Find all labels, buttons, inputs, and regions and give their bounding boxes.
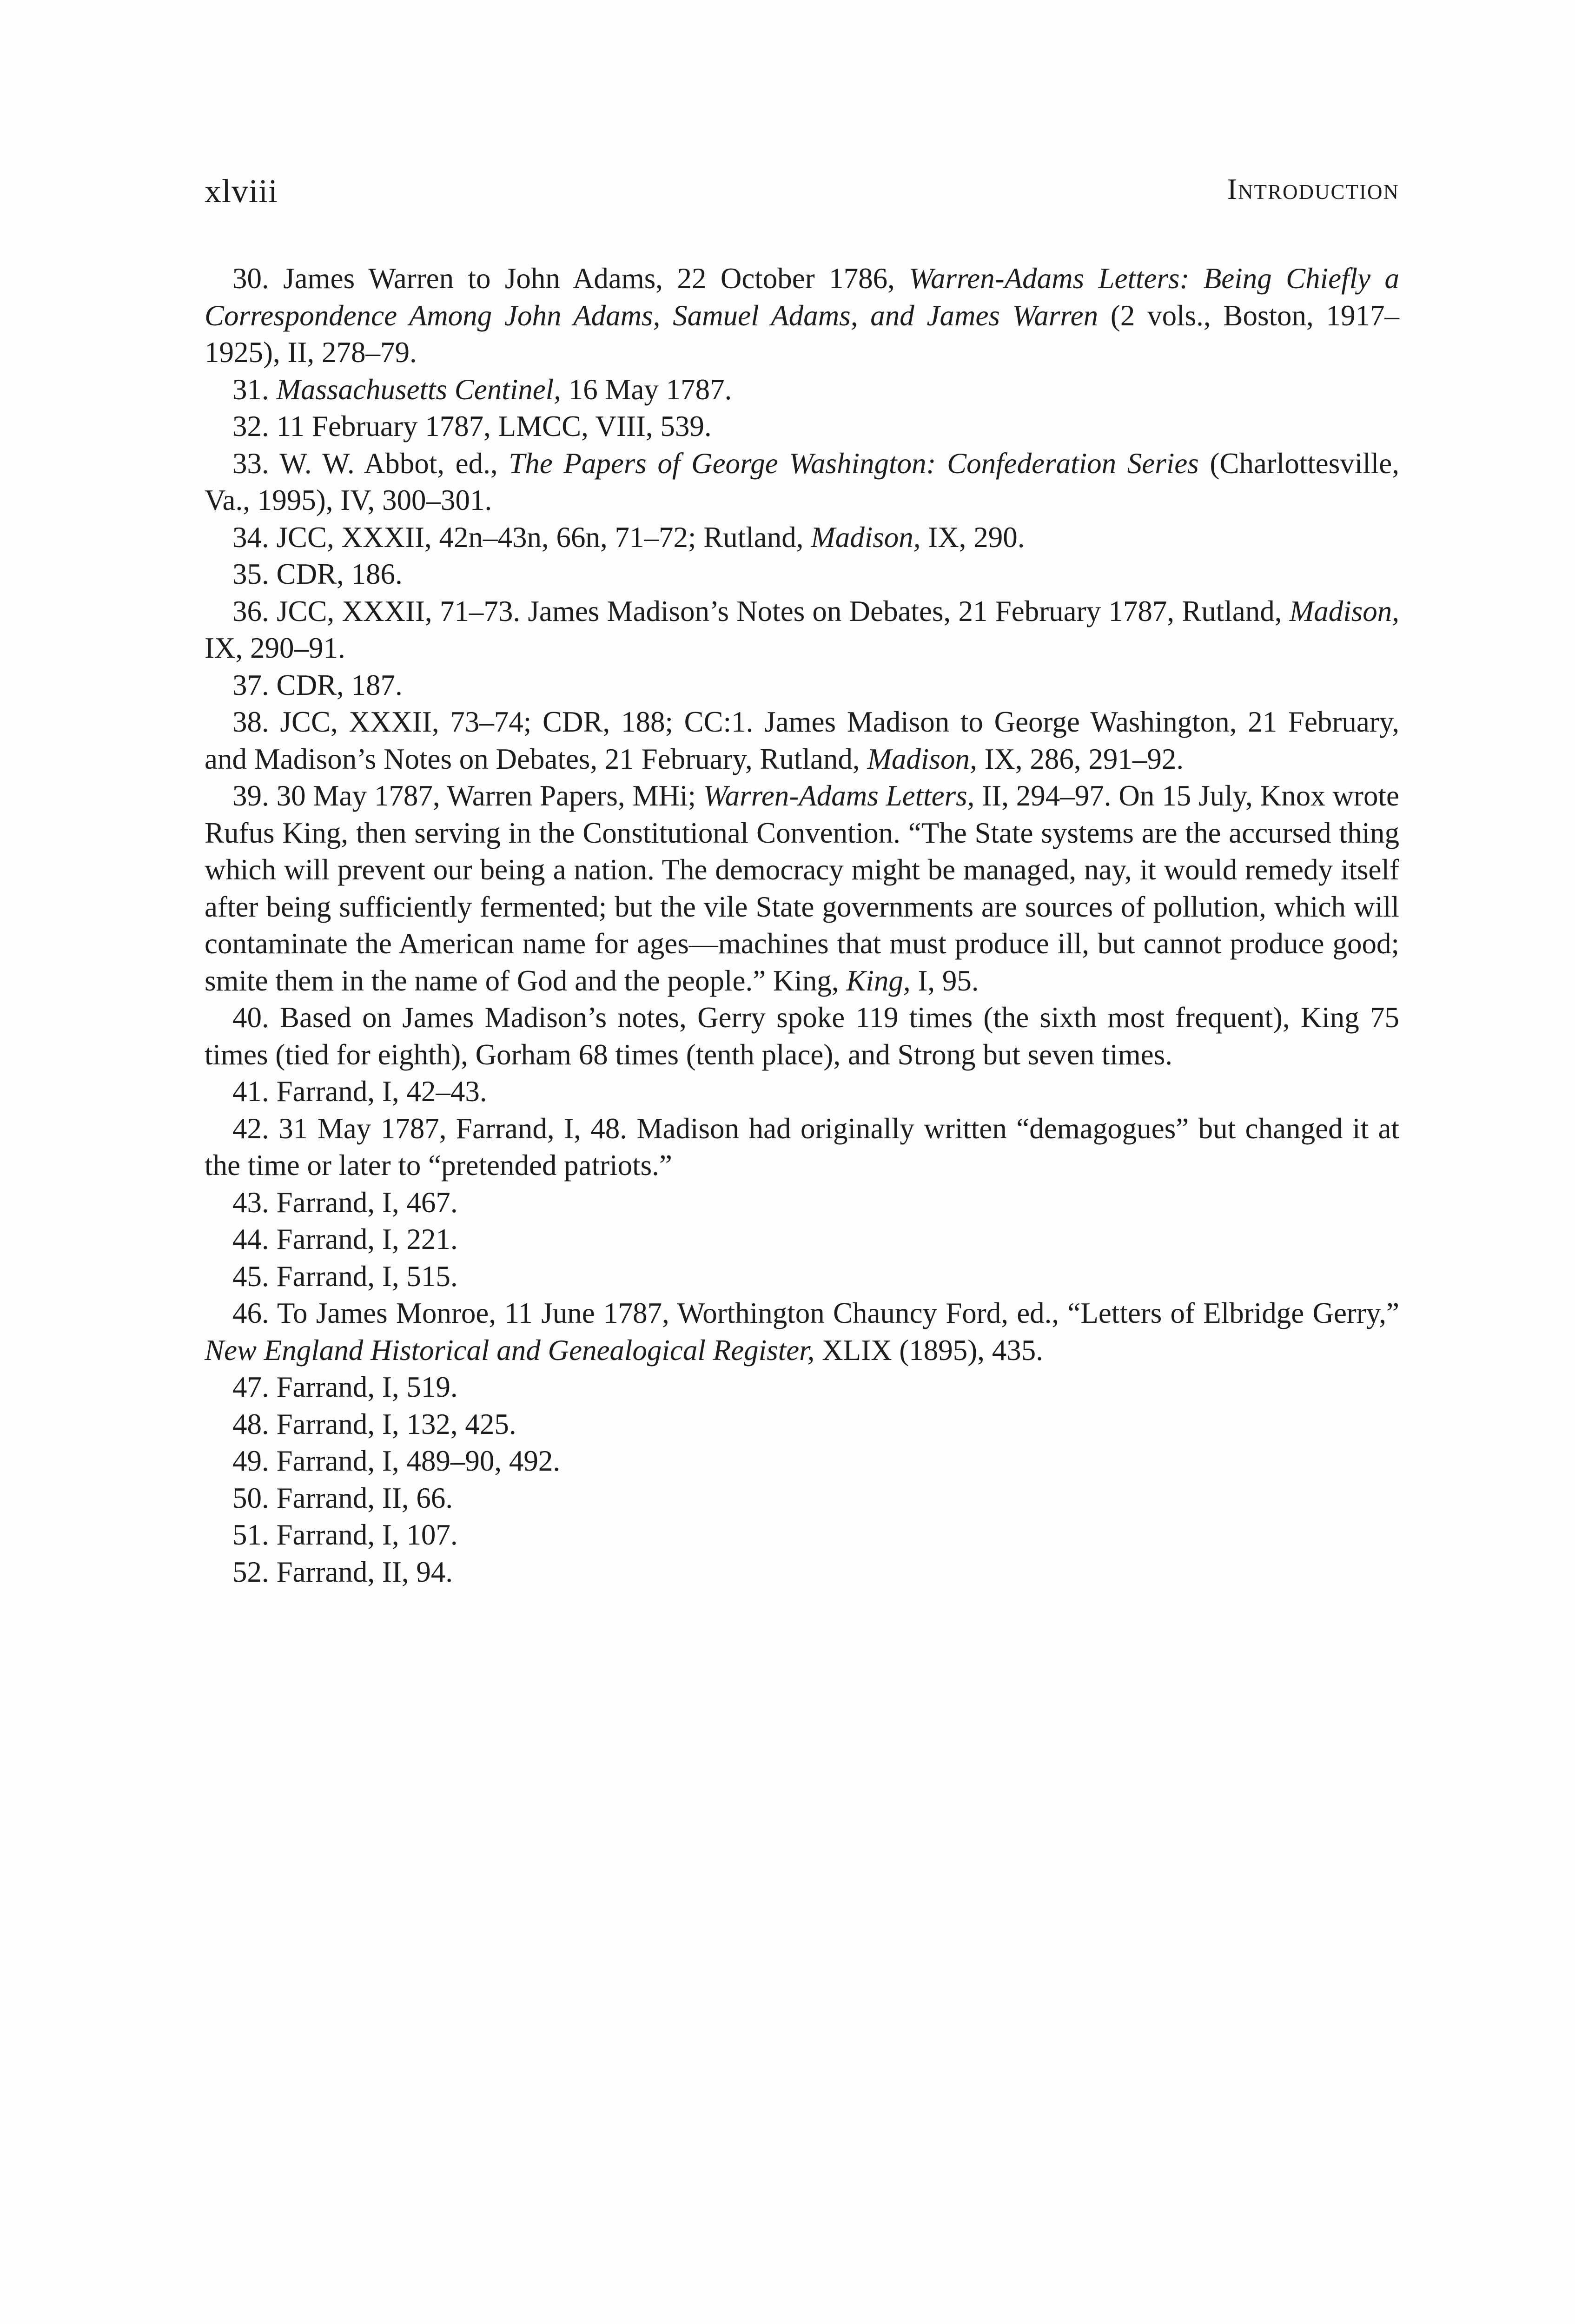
endnote-33 — [205, 445, 1399, 519]
endnote-35 — [205, 556, 1399, 593]
endnote-italic-text: Warren-Adams Letters: Being Chiefly a Correspondence Among John Adams, Samuel Adams, and James Warren — [205, 262, 1399, 332]
endnote-52 — [205, 1554, 1399, 1591]
endnote-text: 49. Farrand, I, 489–90, 492. — [232, 1445, 561, 1477]
endnote-36 — [205, 593, 1399, 667]
endnote-41 — [205, 1073, 1399, 1110]
endnote-50 — [205, 1480, 1399, 1517]
endnote-34 — [205, 519, 1399, 556]
endnote-43 — [205, 1184, 1399, 1221]
endnote-text: 45. Farrand, I, 515. — [232, 1260, 458, 1293]
endnote-text: 46. To James Monroe, 11 June 1787, Worthington Chauncy Ford, ed., “Letters of Elbridge Gerry,” — [232, 1297, 1399, 1329]
endnote-italic-text: King, — [846, 964, 911, 997]
endnotes-list — [205, 260, 1399, 1591]
endnote-38 — [205, 704, 1399, 778]
endnote-49 — [205, 1443, 1399, 1480]
endnote-italic-text: New England Historical and Genealogical Register, — [205, 1334, 815, 1367]
endnote-italic-text: Madison, — [867, 742, 977, 775]
endnote-text: 43. Farrand, I, 467. — [232, 1186, 458, 1219]
page-number: xlviii — [205, 172, 278, 210]
endnote-text: 41. Farrand, I, 42–43. — [232, 1075, 487, 1108]
endnote-text: 35. CDR, 186. — [232, 558, 403, 590]
endnote-39 — [205, 778, 1399, 999]
endnote-italic-text: Warren-Adams Letters, — [703, 779, 975, 812]
endnote-italic-text: Madison, — [1289, 594, 1399, 627]
endnote-32 — [205, 408, 1399, 445]
endnote-text: XLIX (1895), 435. — [814, 1334, 1044, 1367]
endnote-44 — [205, 1221, 1399, 1258]
endnote-text: 37. CDR, 187. — [232, 668, 403, 701]
endnote-text: 52. Farrand, II, 94. — [232, 1555, 453, 1588]
endnote-text: 38. JCC, XXXII, 73–74; CDR, 188; CC:1. James Madison to George Washington, 21 February, and Madison’s Notes on Debates, 21 February, Rutland, — [205, 706, 1399, 775]
endnote-text: 30. James Warren to John Adams, 22 October 1786, — [232, 262, 909, 295]
endnote-italic-text: Madison, — [811, 521, 921, 554]
endnote-italic-text: Massachusetts Centinel, — [276, 373, 561, 406]
endnote-text: 34. JCC, XXXII, 42n–43n, 66n, 71–72; Rutland, — [232, 521, 811, 554]
endnote-46 — [205, 1295, 1399, 1369]
endnote-text: IX, 286, 291–92. — [977, 742, 1184, 775]
running-head — [205, 172, 1399, 223]
endnote-51 — [205, 1517, 1399, 1554]
endnote-text: 39. 30 May 1787, Warren Papers, MHi; — [232, 779, 703, 812]
endnote-text: 50. Farrand, II, 66. — [232, 1481, 453, 1514]
endnote-text: IX, 290. — [920, 521, 1025, 554]
endnote-text: II, 294–97. On 15 July, Knox wrote Rufus King, then serving in the Constitutional Convention. “The State systems are the accursed thing which will prevent our being a nation. The democracy might be managed, nay, it would remedy itself after being sufficiently fermented; but the vile State governments are sources of pollution, which will contaminate the American name for ages—machines that must produce ill, but cannot produce good; smite them in the name of God and the people.” King, — [205, 779, 1399, 997]
endnote-45 — [205, 1258, 1399, 1295]
endnote-text: 36. JCC, XXXII, 71–73. James Madison’s Notes on Debates, 21 February 1787, Rutland, — [232, 594, 1290, 627]
endnote-text: 31. — [232, 373, 277, 406]
endnote-text: 32. 11 February 1787, LMCC, VIII, 539. — [232, 410, 712, 442]
endnote-47 — [205, 1369, 1399, 1406]
endnote-text: 40. Based on James Madison’s notes, Gerry spoke 119 times (the sixth most frequent), King 75 times (tied for eighth), Gorham 68 times (tenth place), and Strong but seven times. — [205, 1001, 1399, 1071]
endnote-text: 51. Farrand, I, 107. — [232, 1519, 458, 1551]
endnote-text: 48. Farrand, I, 132, 425. — [232, 1407, 516, 1440]
endnote-text: I, 95. — [910, 964, 979, 997]
endnote-text: IX, 290–91. — [205, 632, 345, 664]
endnote-37 — [205, 667, 1399, 704]
endnote-text: 33. W. W. Abbot, ed., — [232, 447, 509, 480]
endnote-31 — [205, 371, 1399, 409]
endnote-48 — [205, 1406, 1399, 1443]
endnote-text: 44. Farrand, I, 221. — [232, 1223, 458, 1255]
endnote-text: 16 May 1787. — [561, 373, 732, 406]
endnote-40 — [205, 999, 1399, 1073]
endnote-text: (Charlottesville, Va., 1995), IV, 300–301. — [205, 447, 1400, 516]
endnote-42 — [205, 1110, 1399, 1184]
endnote-italic-text: The Papers of George Washington: Confederation Series — [509, 447, 1199, 480]
section-title: Introduction — [1227, 172, 1399, 205]
endnote-text: 42. 31 May 1787, Farrand, I, 48. Madison had originally written “demagogues” but changed it at the time or later to “pretended patriots.” — [205, 1112, 1399, 1182]
endnote-text: (2 vols., Boston, 1917–1925), II, 278–79. — [205, 299, 1399, 369]
endnote-text: 47. Farrand, I, 519. — [232, 1371, 458, 1403]
endnote-30 — [205, 260, 1399, 371]
